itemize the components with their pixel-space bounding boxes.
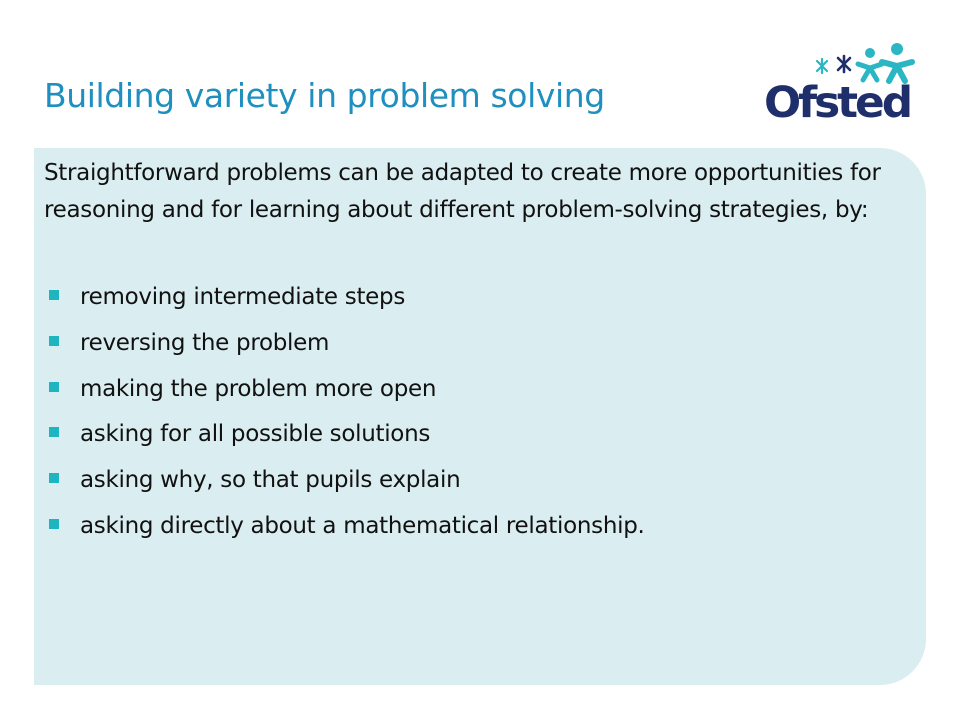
logo-star-figure-2 — [882, 43, 912, 81]
bullet-text: reversing the problem — [80, 329, 330, 356]
bullet-text: asking why, so that pupils explain — [80, 467, 461, 494]
bullet-item — [44, 462, 645, 508]
bullet-text: asking for all possible solutions — [80, 421, 431, 448]
bullet-text: removing intermediate steps — [80, 284, 406, 310]
bullet-item — [44, 508, 645, 554]
square-bullet-icon — [49, 427, 59, 437]
square-bullet-icon — [49, 290, 59, 300]
bullet-item — [44, 279, 645, 325]
bullet-text: asking directly about a mathematical relationship. — [80, 512, 645, 539]
ofsted-logo-graphic — [762, 40, 918, 128]
bullet-item — [44, 416, 645, 462]
logo-star-figure-1 — [858, 48, 882, 80]
bullet-text: making the problem more open — [80, 375, 437, 402]
bullet-item — [44, 325, 645, 371]
bullet-item — [44, 371, 645, 417]
intro-paragraph: Straightforward problems can be adapted to create more opportunities for reasoning and for learning about different problem-solving strategies, by: — [44, 160, 881, 223]
logo-star-small-1 — [817, 59, 827, 73]
square-bullet-icon — [49, 336, 59, 346]
square-bullet-icon — [49, 382, 59, 392]
square-bullet-icon — [49, 473, 59, 483]
logo-wordmark: Ofsted — [764, 78, 911, 128]
square-bullet-icon — [49, 519, 59, 529]
slide-title: Building variety in problem solving — [44, 76, 605, 115]
logo-star-small-2 — [838, 56, 850, 72]
bullet-list — [44, 279, 645, 554]
ofsted-logo — [762, 40, 918, 128]
